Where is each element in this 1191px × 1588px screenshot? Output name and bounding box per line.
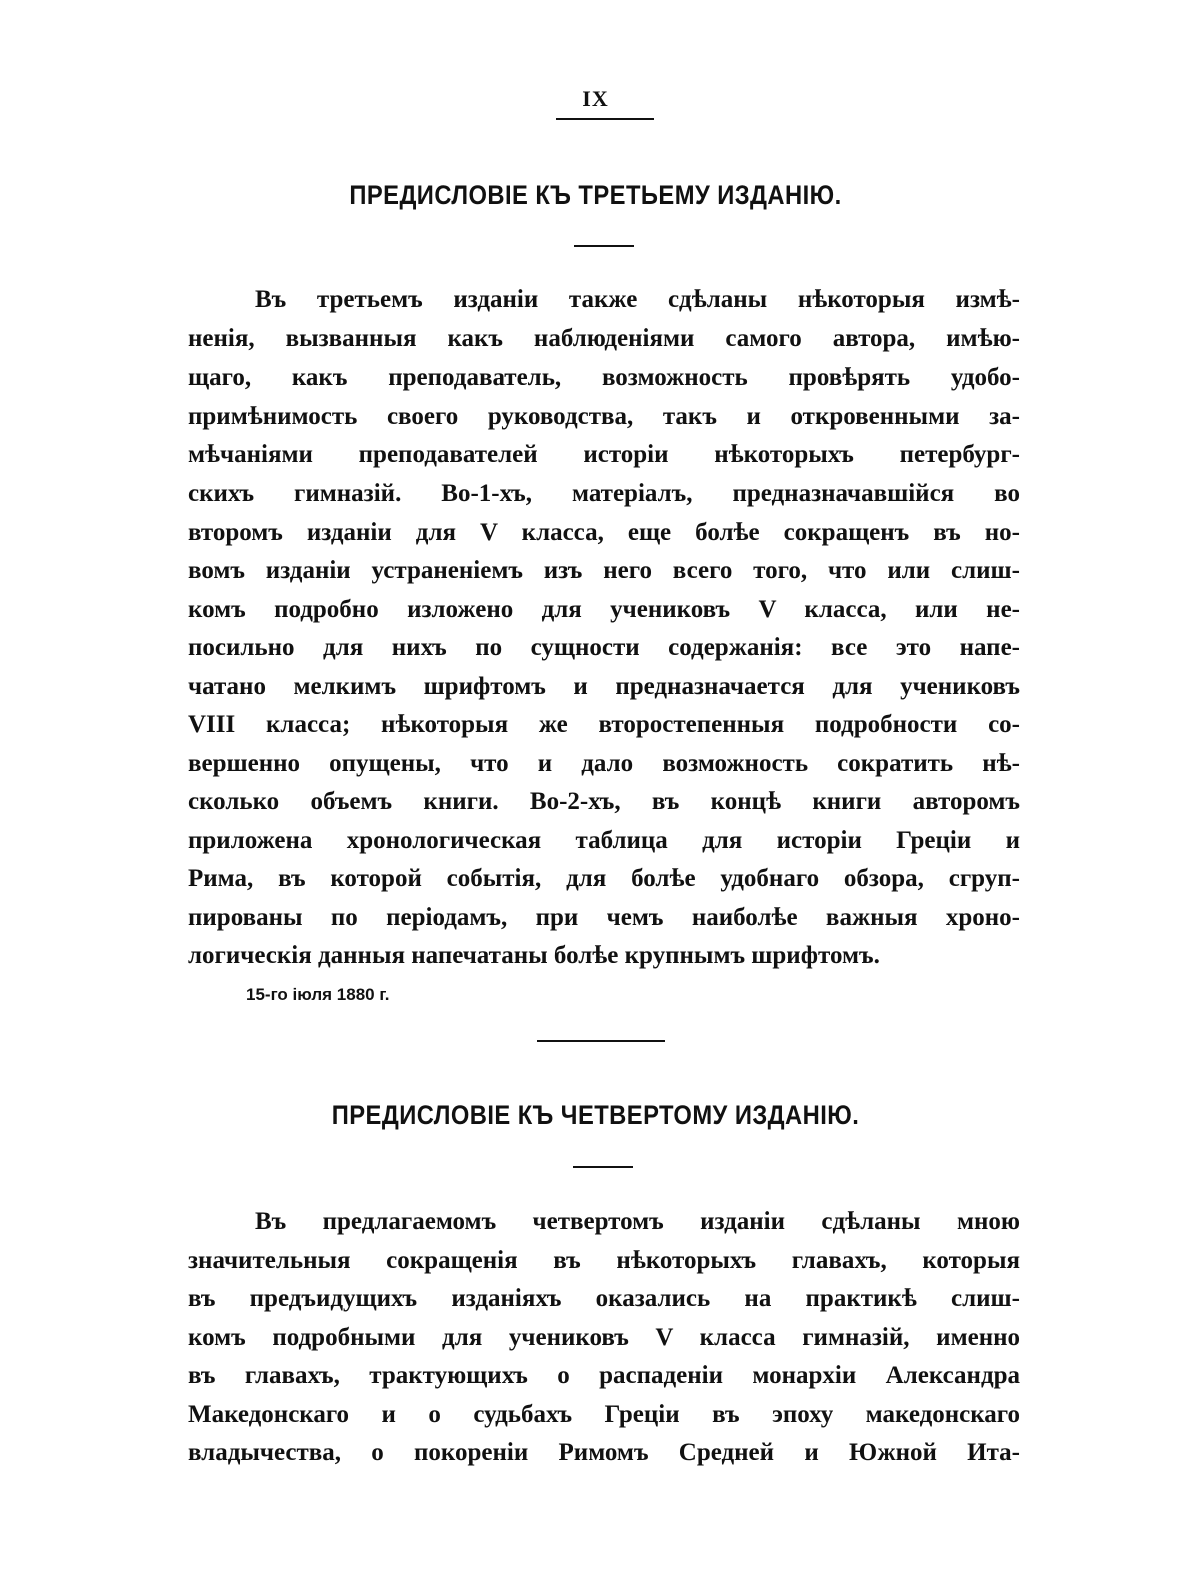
section-2-heading-rule	[573, 1166, 633, 1168]
paragraph-line: Рима, въ которой событія, для болѣе удобнаго обзора, сгруп-	[188, 865, 1020, 892]
page-number-underline	[556, 118, 654, 120]
section-2-heading: ПРЕДИСЛОВІЕ КЪ ЧЕТВЕРТОМУ ИЗДАНІЮ.	[331, 1100, 860, 1130]
paragraph-line: комъ подробными для учениковъ V класса гимназій, именно	[188, 1324, 1020, 1351]
paragraph-line: владычества, о покореніи Римомъ Средней и Южной Ита-	[188, 1439, 1020, 1466]
paragraph-line: ненія, вызванныя какъ наблюденіями самого автора, имѣю-	[188, 325, 1020, 352]
paragraph-line: Македонскаго и о судьбахъ Греціи въ эпоху македонскаго	[188, 1401, 1020, 1428]
paragraph-line: вомъ изданіи устраненіемъ изъ него всего того, что или слиш-	[188, 557, 1020, 584]
paragraph-line: сколько объемъ книги. Во-2-хъ, въ концѣ книги авторомъ	[188, 788, 1020, 815]
paragraph-line: Въ третьемъ изданіи также сдѣланы нѣкоторыя измѣ-	[255, 286, 1020, 313]
section-1-heading: ПРЕДИСЛОВІЕ КЪ ТРЕТЬЕМУ ИЗДАНІЮ.	[349, 180, 842, 210]
paragraph-line: приложена хронологическая таблица для исторіи Греціи и	[188, 827, 1020, 854]
paragraph-line: второмъ изданіи для V класса, еще болѣе сокращенъ въ но-	[188, 519, 1020, 546]
paragraph-line: пированы по періодамъ, при чемъ наиболѣе важныя хроно-	[188, 904, 1020, 931]
section-1-heading-rule	[574, 245, 634, 247]
paragraph-line: въ предъидущихъ изданіяхъ оказались на практикѣ слиш-	[188, 1285, 1020, 1312]
paragraph-line: скихъ гимназій. Во-1-хъ, матеріалъ, предназначавшійся во	[188, 480, 1020, 507]
section-1-date: 15-го іюля 1880 г.	[246, 985, 390, 1004]
page-number: IX	[582, 86, 609, 111]
paragraph-line: въ главахъ, трактующихъ о распаденіи монархіи Александра	[188, 1362, 1020, 1389]
paragraph-line: щаго, какъ преподаватель, возможность провѣрять удобо-	[188, 364, 1020, 391]
paragraph-line: чатано мелкимъ шрифтомъ и предназначается для учениковъ	[188, 673, 1020, 700]
section-divider	[537, 1040, 665, 1042]
paragraph-line: примѣнимость своего руководства, такъ и откровенными за-	[188, 403, 1020, 430]
paragraph-line: Въ предлагаемомъ четвертомъ изданіи сдѣланы мною	[255, 1208, 1020, 1235]
paragraph-line: мѣчаніями преподавателей исторіи нѣкоторыхъ петербург-	[188, 441, 1020, 468]
paragraph-line: VIII класса; нѣкоторыя же второстепенныя подробности со-	[188, 711, 1020, 738]
paragraph-line: значительныя сокращенія въ нѣкоторыхъ главахъ, которыя	[188, 1247, 1020, 1274]
paragraph-line: посильно для нихъ по сущности содержанія: все это напе-	[188, 634, 1020, 661]
paragraph-line: комъ подробно изложено для учениковъ V класса, или не-	[188, 596, 1020, 623]
paragraph-line: вершенно опущены, что и дало возможность сократить нѣ-	[188, 750, 1020, 777]
paragraph-line: логическія данныя напечатаны болѣе крупнымъ шрифтомъ.	[188, 942, 880, 969]
